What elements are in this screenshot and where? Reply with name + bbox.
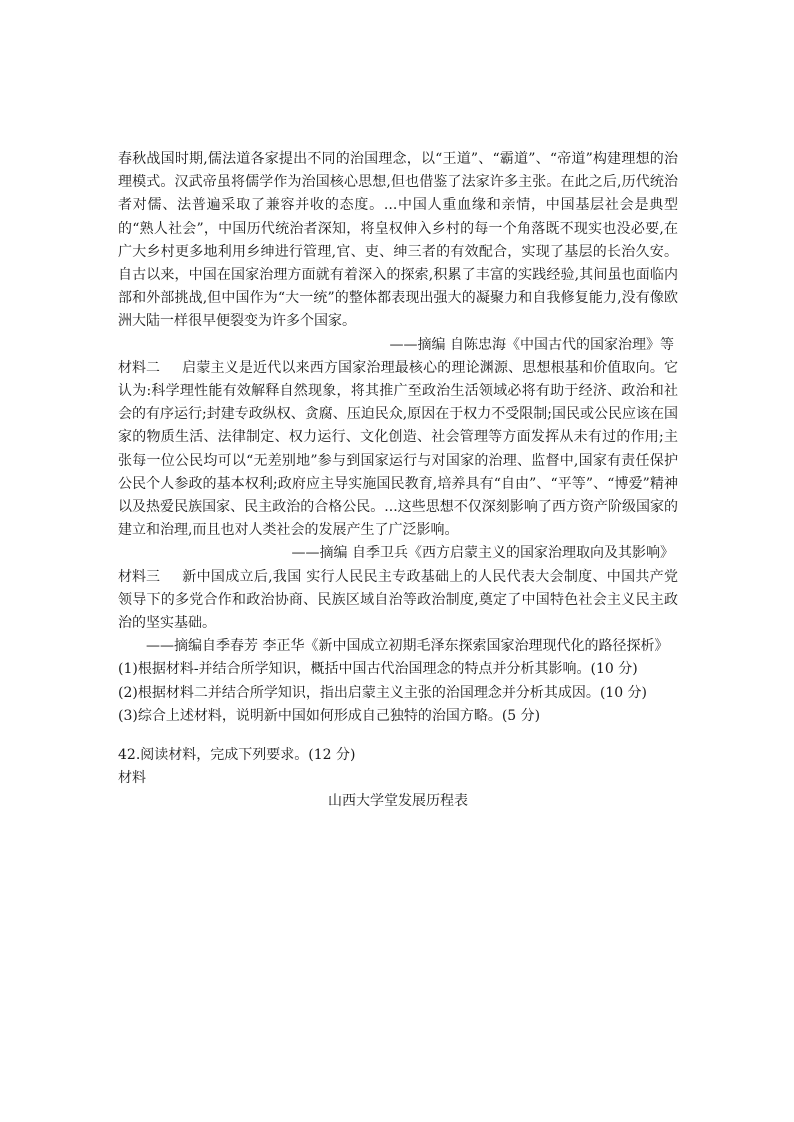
question-42-material-label: 材料 — [118, 770, 146, 787]
material-2-paragraph — [118, 357, 678, 543]
material-3-text: 新中国成立后,我国 实行人民民主专政基础上的人民代表大会制度、中国共产党领导下的多党合作和政治协商、民族区域自治等政治制度,奠定了中国特色社会主义民主政治的坚实基础。 — [118, 568, 678, 632]
question-1: (1)根据材料-并结合所学知识，概括中国古代治国理念的特点并分析其影响。(10 分) — [118, 661, 638, 678]
table-title: 山西大学堂发展历程表 — [328, 793, 468, 810]
spacer — [118, 728, 678, 744]
question-42-heading: 42.阅读材料，完成下列要求。(12 分) — [118, 747, 356, 764]
question-2: (2)根据材料二并结合所学知识，指出启蒙主义主张的治国理念并分析其成因。(10 分) — [118, 684, 648, 701]
material-1-source: ——摘编 自陈忠海《中国古代的国家治理》等 — [389, 336, 674, 353]
material-3-paragraph — [118, 566, 678, 636]
material-1-paragraph: 春秋战国时期,儒法道各家提出不同的治国理念，以“王道”、“霸道”、“帝道”构建理想的治理模式。汉武帝虽将儒学作为治国核心思想,但也借鉴了法家许多主张。在此之后,历代统治者对儒、法普遍采取了兼容并收的态度。...中国人重血缘和亲情，中国基层社会是典型的“熟人社会”，中国历代统治者深知，将皇权伸入乡村的每一个角落既不现实也没必要,在广大乡村更多地利用乡绅进行管理,官、吏、绅三者的有效配合，实现了基层的长治久安。自古以来，中国在国家治理方面就有着深入的探索,积累了丰富的实践经验,其间虽也面临内部和外部挑战,但中国作为“大一统”的整体都表现出强大的凝聚力和自我修复能力,没有像欧洲大陆一样很早便裂变为许多个国家。 — [118, 151, 678, 330]
document-page — [118, 148, 678, 814]
material-3-source: ——摘编自季春芳 李正华《新中国成立初期毛泽东探索国家治理现代化的路径探析》 — [146, 638, 669, 655]
material-2-text: 启蒙主义是近代以来西方国家治理最核心的理论渊源、思想根基和价值取向。它认为:科学理性能有效解释自然现象，将其推广至政治生活领域必将有助于经济、政治和社会的有序运行;封建专政纵权、贪腐、压迫民众,原因在于权力不受限制;国民或公民应该在国家的物质生活、法律制定、权力运行、文化创造、社会管理等方面发挥从未有过的作用;主张每一位公民均可以“无差别地”参与到国家运行与对国家的治理、监督中,国家有责任保护公民个人参政的基本权利;政府应主导实施国民教育,培养具有“自由”、“平等”、“博爱”精神以及热爱民族国家、民主政治的合格公民。...这些思想不仅深刻影响了西方资产阶级国家的建立和治理,而且也对人类社会的发展产生了广泛影响。 — [118, 359, 678, 539]
material-2-label: 材料二 — [118, 359, 160, 376]
material-2-source: ——摘编 自季卫兵《西方启蒙主义的国家治理取向及其影响》 — [291, 545, 674, 562]
question-3: (3)综合上述材料，说明新中国如何形成自己独特的治国方略。(5 分) — [118, 707, 541, 724]
material-3-label: 材料三 — [118, 568, 160, 585]
